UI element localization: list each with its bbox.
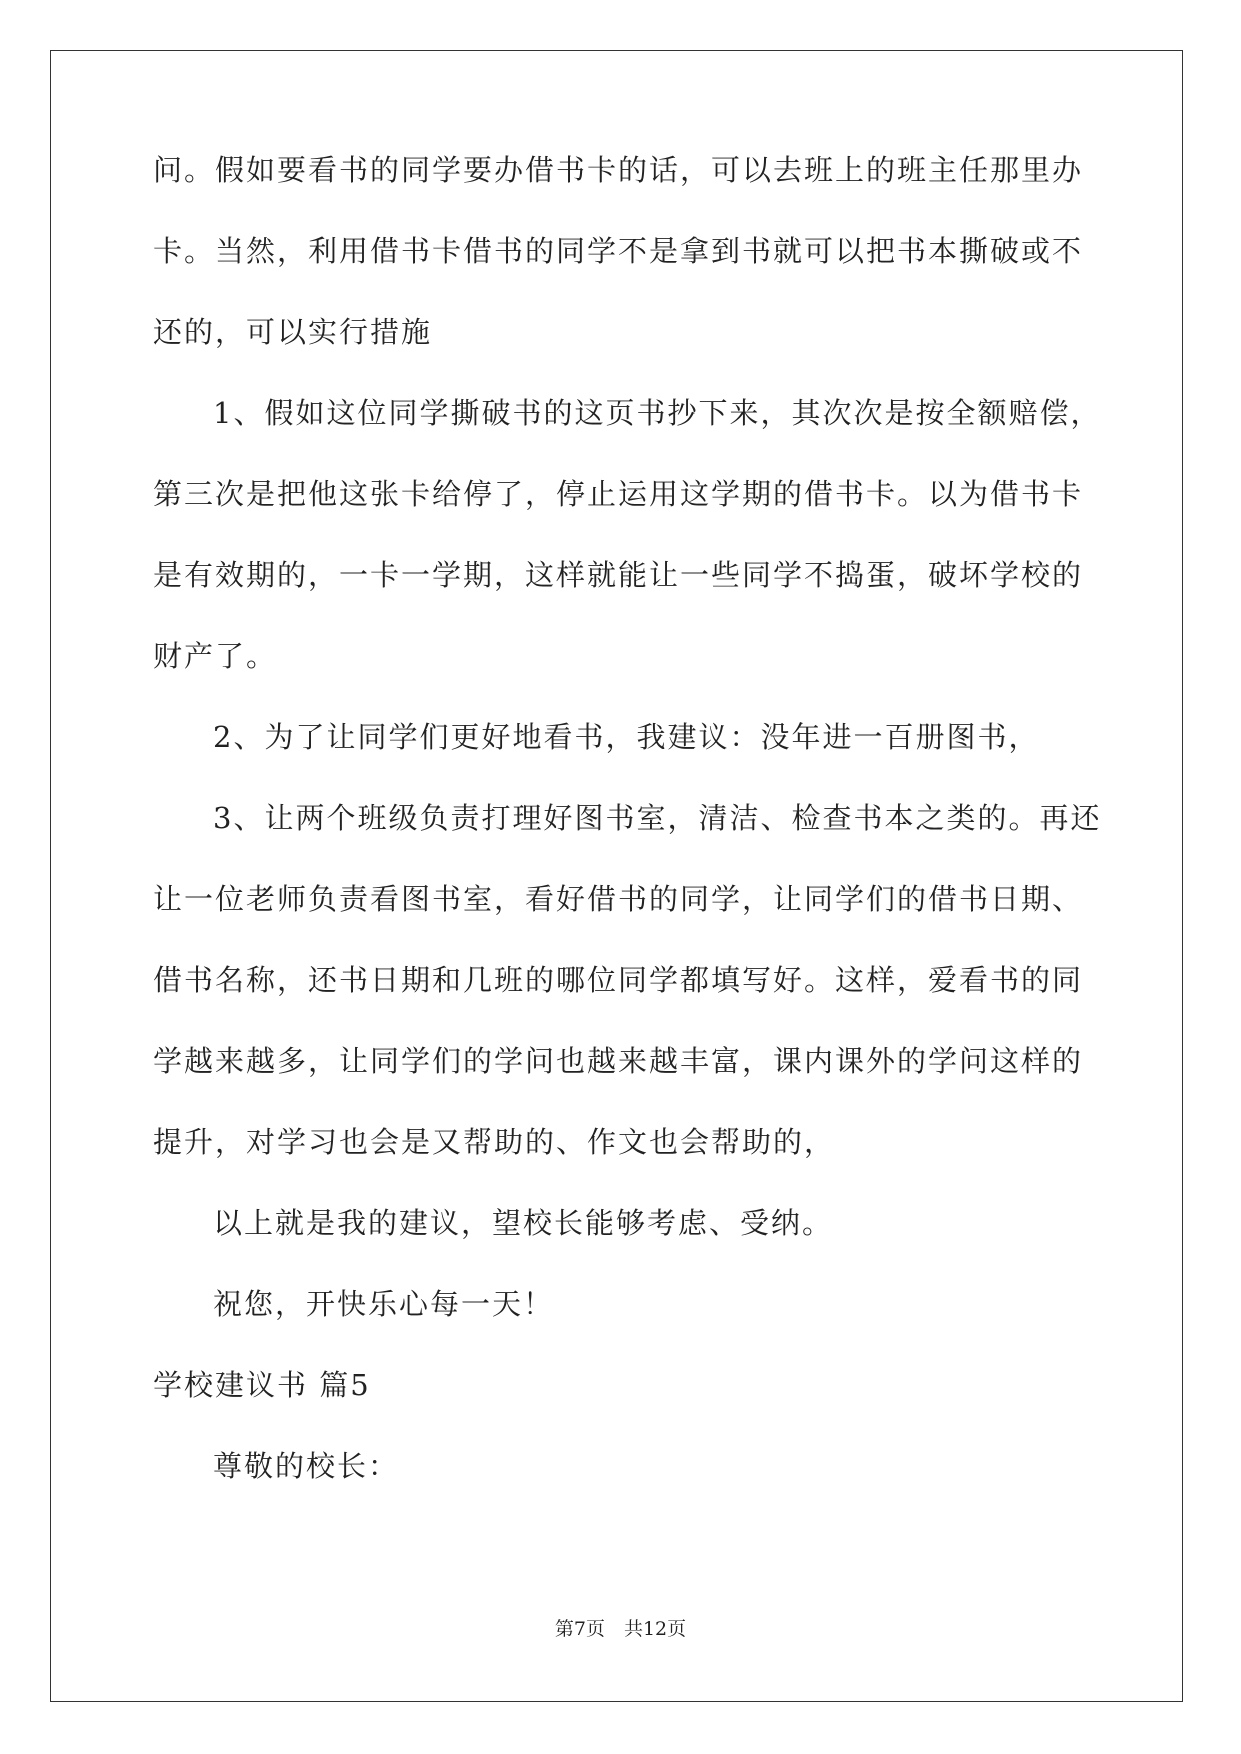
text-line: 学越来越多，让同学们的学问也越来越丰富，课内课外的学问这样的 [153, 1044, 1084, 1078]
salutation-line: 尊敬的校长： [213, 1449, 400, 1483]
text-line: 第三次是把他这张卡给停了，停止运用这学期的借书卡。以为借书卡 [153, 477, 1084, 511]
page-number-footer: 第7页 共12页 [554, 1618, 687, 1640]
greeting-line: 祝您，开快乐心每一天！ [213, 1287, 555, 1321]
paragraph-item-3: 3、让两个班级负责打理好图书室，清洁、检查书本之类的。再还 [213, 801, 1102, 835]
text-line: 财产了。 [153, 639, 278, 673]
text-line: 提升，对学习也会是又帮助的、作文也会帮助的， [153, 1125, 836, 1159]
paragraph-item-2: 2、为了让同学们更好地看书，我建议：没年进一百册图书， [213, 720, 1040, 754]
text-line: 还的，可以实行措施 [153, 315, 433, 349]
paragraph-item-1: 1、假如这位同学撕破书的这页书抄下来，其次次是按全额赔偿， [213, 396, 1102, 430]
text-line: 借书名称，还书日期和几班的哪位同学都填写好。这样，爱看书的同 [153, 963, 1084, 997]
section-heading: 学校建议书 篇5 [153, 1368, 371, 1402]
text-line: 问。假如要看书的同学要办借书卡的话，可以去班上的班主任那里办 [153, 153, 1084, 187]
text-line: 卡。当然，利用借书卡借书的同学不是拿到书就可以把书本撕破或不 [153, 234, 1084, 268]
text-line: 是有效期的，一卡一学期，这样就能让一些同学不捣蛋，破坏学校的 [153, 558, 1084, 592]
closing-paragraph: 以上就是我的建议，望校长能够考虑、受纳。 [213, 1206, 834, 1240]
text-line: 让一位老师负责看图书室，看好借书的同学，让同学们的借书日期、 [153, 882, 1084, 916]
